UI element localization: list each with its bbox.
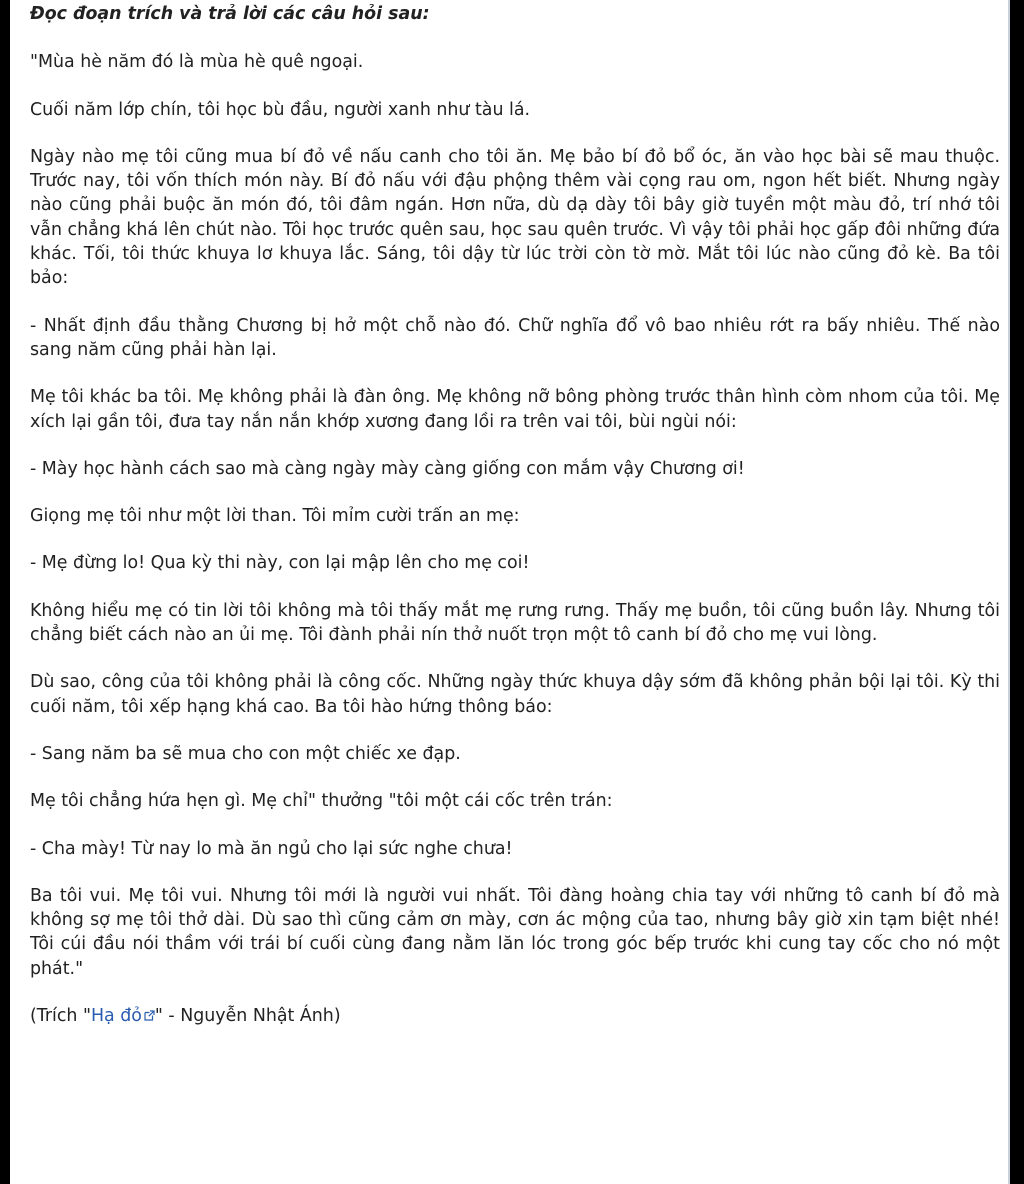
paragraph-10: Dù sao, công của tôi không phải là công cốc. Những ngày thức khuya dậy sớm đã không phản bội lại tôi. Kỳ thi cuối năm, tôi xếp hạng khá cao. Ba tôi hào hứng thông báo: — [30, 672, 1000, 717]
paragraph-2: Cuối năm lớp chín, tôi học bù đầu, người xanh như tàu lá. — [30, 99, 531, 120]
paragraph-7: Giọng mẹ tôi như một lời than. Tôi mỉm cười trấn an mẹ: — [30, 506, 520, 527]
paragraph-13: - Cha mày! Từ nay lo mà ăn ngủ cho lại sức nghe chưa! — [30, 838, 513, 859]
source-suffix: " - Nguyễn Nhật Ánh) — [154, 1006, 341, 1027]
paragraph-5: Mẹ tôi khác ba tôi. Mẹ không phải là đàn ông. Mẹ không nỡ bông phòng trước thân hình còm nhom của tôi. Mẹ xích lại gần tôi, đưa tay nắn nắn khớp xương đang lồi ra trên vai tôi, bùi ngùi nói: — [30, 387, 1000, 432]
paragraph-12: Mẹ tôi chẳng hứa hẹn gì. Mẹ chỉ" thưởng "tôi một cái cốc trên trán: — [30, 791, 613, 812]
source-link-text: Hạ đỏ — [90, 1006, 142, 1027]
paragraph-3: Ngày nào mẹ tôi cũng mua bí đỏ về nấu canh cho tôi ăn. Mẹ bảo bí đỏ bổ óc, ăn vào học bài sẽ mau thuộc. Trước nay, tôi vốn thích món này. Bí đỏ nấu với đậu phộng thêm vài cọng rau om, ngon hết biết. Nhưng ngày nào cũng phải buộc ăn món đó, tôi đâm ngán. Hơn nữa, dù dạ dày tôi bây giờ tuyền một màu đỏ, trí nhớ tôi vẫn chẳng khá lên chút nào. Tôi học trước quên sau, học sau quên trước. Vì vậy tôi phải học gấp đôi những đứa khác. Tối, tôi thức khuya lơ khuya lắc. Sáng, tôi dậy từ lúc trời còn tờ mờ. Mắt tôi lúc nào cũng đỏ kè. Ba tôi bảo: — [30, 146, 1000, 289]
document-card — [10, 0, 1010, 1184]
paragraph-9: Không hiểu mẹ có tin lời tôi không mà tôi thấy mắt mẹ rưng rưng. Thấy mẹ buồn, tôi cũng buồn lây. Nhưng tôi chẳng biết cách nào an ủi mẹ. Tôi đành phải nín thở nuốt trọn một tô canh bí đỏ cho mẹ vui lòng. — [30, 600, 1000, 646]
source-prefix: (Trích " — [30, 1006, 91, 1027]
paragraph-14: Ba tôi vui. Mẹ tôi vui. Nhưng tôi mới là người vui nhất. Tôi đàng hoàng chia tay với những tô canh bí đỏ mà không sợ mẹ tôi thở dài. Dù sao thì cũng cảm ơn mày, cơn ác mộng của tao, nhưng bây giờ xin tạm biệt nhé! Tôi cúi đầu nói thầm với trái bí cuối cùng đang nằm lăn lóc trong góc bếp trước khi cung tay cốc cho nó một phát." — [30, 885, 1000, 979]
source-link[interactable] — [91, 1006, 155, 1026]
paragraph-8: - Mẹ đừng lo! Qua kỳ thi này, con lại mập lên cho mẹ coi! — [30, 553, 530, 574]
paragraph-6: - Mày học hành cách sao mà càng ngày mày càng giống con mắm vậy Chương ơi! — [30, 458, 745, 479]
paragraph-1: "Mùa hè năm đó là mùa hè quê ngoại. — [30, 52, 364, 73]
question-heading: Đọc đoạn trích và trả lời các câu hỏi sau: — [30, 4, 430, 24]
paragraph-11: - Sang năm ba sẽ mua cho con một chiếc xe đạp. — [30, 743, 461, 764]
source-citation — [30, 1004, 1000, 1028]
external-link-icon — [144, 1010, 155, 1021]
paragraph-4: - Nhất định đầu thằng Chương bị hở một chỗ nào đó. Chữ nghĩa đổ vô bao nhiêu rớt ra bấy nhiêu. Thế nào sang năm cũng phải hàn lại. — [30, 315, 1000, 360]
